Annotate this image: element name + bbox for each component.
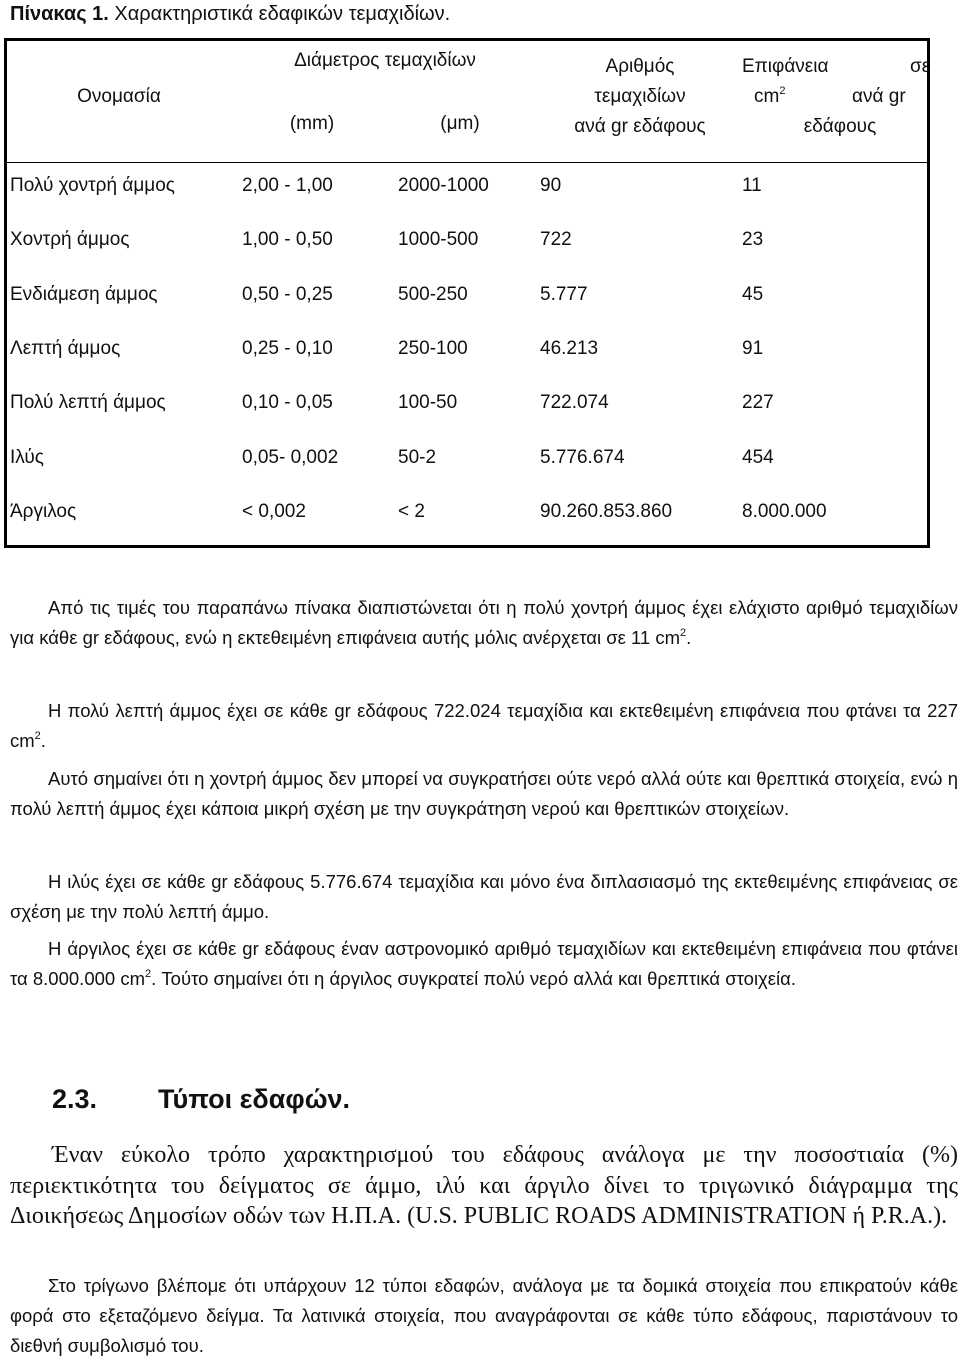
table-cell-name: Άργιλος xyxy=(10,501,77,522)
paragraph-very-fine-sand xyxy=(10,696,958,756)
header-surface-cm: cm xyxy=(754,86,780,107)
table-cell-um: 1000-500 xyxy=(398,229,479,250)
header-mm: (mm) xyxy=(289,113,335,134)
serif-paragraph-text: Έναν εύκολο τρόπο χαρακτηρισμού του εδάφους ανάλογα με την ποσοστιαία (%) περιεκτικότητα του δείγματος σε άμμο, ιλύ και άργιλο δίνει το τριγωνικό διάγραμμα της Διοικήσεως Δημοσίων οδών των Η.Π.Α. (U.S. PUBLIC ROADS ADMINISTRATION ή P.R.A.). xyxy=(10,1142,958,1229)
table-caption-label: Πίνακας 1. xyxy=(10,3,109,25)
section-number: 2.3. xyxy=(52,1084,98,1114)
p1-text: Από τις τιμές του παραπάνω πίνακα διαπιστώνεται ότι η πολύ χοντρή άμμος έχει ελάχιστο αριθμό τεμαχιδίων για κάθε gr εδάφους, ενώ η εκτεθειμένη επιφάνεια αυτής μόλις ανέρχεται σε 11 cm xyxy=(10,597,958,648)
table-cell-name: Λεπτή άμμος xyxy=(10,338,121,359)
section-title: Τύποι εδαφών. xyxy=(158,1084,351,1114)
table-caption-text: Χαρακτηριστικά εδαφικών τεμαχιδίων. xyxy=(108,3,451,25)
section-heading xyxy=(52,1082,350,1116)
table-cell-mm: 2,00 - 1,00 xyxy=(242,175,333,196)
table-cell-um: 50-2 xyxy=(398,447,437,468)
header-um: (μm) xyxy=(440,113,480,134)
table-cell-count: 90 xyxy=(540,175,562,196)
header-name: Ονομασία xyxy=(77,86,161,107)
table-cell-count: 5.777 xyxy=(540,284,588,305)
table-cell-count: 90.260.853.860 xyxy=(540,501,673,522)
table-cell-surface: 454 xyxy=(742,447,774,468)
paragraph-very-coarse-sand xyxy=(10,593,958,653)
table-cell-surface: 45 xyxy=(742,284,764,305)
table-cell-um: 100-50 xyxy=(398,392,458,413)
table-cell-mm: 0,05- 0,002 xyxy=(242,447,339,468)
table-cell-mm: 0,25 - 0,10 xyxy=(242,338,333,359)
table-cell-name: Πολύ λεπτή άμμος xyxy=(10,392,166,413)
paragraph-triangle-diagram xyxy=(10,1140,958,1232)
header-surface-sup: 2 xyxy=(779,85,786,97)
paragraph-silt xyxy=(10,867,958,927)
table-cell-mm: 1,00 - 0,50 xyxy=(242,229,333,250)
table-cell-surface: 91 xyxy=(742,338,764,359)
header-surface-word: Επιφάνεια xyxy=(742,56,829,77)
header-surface-line1 xyxy=(742,52,828,81)
header-surface-line3: εδάφους xyxy=(803,116,877,137)
p2-text: Η πολύ λεπτή άμμος έχει σε κάθε gr εδάφους 722.024 τεμαχίδια και εκτεθειμένη επιφάνεια που φτάνει τα 227 cm xyxy=(10,700,958,751)
table-cell-count: 722 xyxy=(540,229,572,250)
p2-end: . xyxy=(40,730,46,751)
table-cell-name: Χοντρή άμμος xyxy=(10,229,130,250)
p5-text: Η άργιλος έχει σε κάθε gr εδάφους έναν αστρονομικό αριθμό τεμαχιδίων και εκτεθειμένη επιφάνεια που φτάνει τα 8.000.000 cm xyxy=(10,938,958,989)
table-cell-um: < 2 xyxy=(398,501,425,522)
paragraph-clay xyxy=(10,934,958,994)
p5-end: . Τούτο σημαίνει ότι η άργιλος συγκρατεί πολύ νερό αλλά και θρεπτικά στοιχεία. xyxy=(151,968,796,989)
table-caption xyxy=(10,0,450,28)
table-header-rule xyxy=(4,162,930,163)
paragraph-meaning xyxy=(10,764,958,824)
p4-text: Η ιλύς έχει σε κάθε gr εδάφους 5.776.674 τεμαχίδια και μόνο ένα διπλασιασμό της εκτεθειμένης επιφάνειας σε σχέση με την πολύ λεπτή άμμο. xyxy=(10,871,958,922)
p3-text: Αυτό σημαίνει ότι η χοντρή άμμος δεν μπορεί να συγκρατήσει ούτε νερό αλλά ούτε και θρεπτικά στοιχεία, ενώ η πολύ λεπτή άμμος έχει κάποια μικρή σχέση με την συγκράτηση νερού και θρεπτικών στοιχείων. xyxy=(10,768,958,819)
table-cell-mm: < 0,002 xyxy=(242,501,306,522)
header-count-line2: τεμαχιδίων xyxy=(594,86,686,107)
table-cell-name: Πολύ χοντρή άμμος xyxy=(10,175,175,196)
table-cell-surface: 227 xyxy=(742,392,774,413)
header-surface-line2 xyxy=(754,82,785,111)
table-cell-surface: 23 xyxy=(742,229,764,250)
table-cell-um: 2000-1000 xyxy=(398,175,489,196)
last-paragraph-text: Στο τρίγωνο βλέπομε ότι υπάρχουν 12 τύποι εδαφών, ανάλογα με τα δομικά στοιχεία που επικρατούν κάθε φορά στο εξεταζόμενο δείγμα. Τα λατινικά στοιχεία, που αναγράφονται σε κάθε τύπο εδάφους, παριστάνουν το διεθνή συμβολισμό του. xyxy=(10,1275,958,1356)
table-cell-count: 722.074 xyxy=(540,392,609,413)
header-surface-per-gr: ανά gr xyxy=(852,86,906,107)
table-cell-surface: 11 xyxy=(742,175,762,196)
table-cell-count: 46.213 xyxy=(540,338,599,359)
table-cell-name: Ενδιάμεση άμμος xyxy=(10,284,158,305)
table-cell-um: 500-250 xyxy=(398,284,468,305)
table-cell-um: 250-100 xyxy=(398,338,468,359)
p1-end: . xyxy=(686,627,692,648)
table-cell-mm: 0,50 - 0,25 xyxy=(242,284,333,305)
header-surface-se: σε xyxy=(910,56,931,77)
p1-sup: 2 xyxy=(680,627,687,639)
table-cell-name: Ιλύς xyxy=(10,447,44,468)
p2-sup: 2 xyxy=(34,730,41,742)
header-count-line1: Αριθμός xyxy=(605,56,675,77)
table-cell-count: 5.776.674 xyxy=(540,447,625,468)
header-diameter: Διάμετρος τεμαχιδίων xyxy=(294,50,476,71)
p5-sup: 2 xyxy=(144,968,152,980)
table-cell-surface: 8.000.000 xyxy=(742,501,827,522)
table-cell-mm: 0,10 - 0,05 xyxy=(242,392,333,413)
paragraph-soil-types xyxy=(10,1271,958,1361)
header-count-line3: ανά gr εδάφους xyxy=(574,116,706,137)
